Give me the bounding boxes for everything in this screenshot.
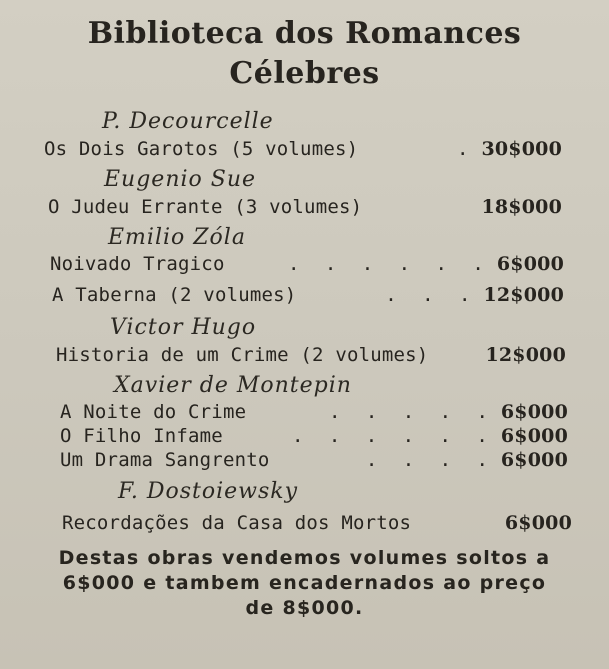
sales-note: [32, 546, 577, 621]
title-line-2: Célebres: [229, 56, 380, 91]
book-price: 6$000: [504, 512, 572, 534]
book-entry: [60, 400, 568, 424]
book-entry: [50, 252, 564, 276]
author-section: [32, 314, 577, 368]
book-entry: [48, 194, 562, 220]
page-title: [32, 14, 577, 94]
author-name: P. Decourcelle: [102, 109, 274, 134]
book-price: 18$000: [481, 196, 562, 218]
book-entry: [44, 136, 562, 162]
book-price: 6$000: [500, 449, 568, 471]
book-title: A Noite do Crime: [60, 401, 247, 423]
book-title: A Taberna (2 volumes): [52, 284, 297, 306]
author-name: Victor Hugo: [110, 315, 257, 340]
book-title: Noivado Tragico: [50, 253, 225, 275]
book-price: 6$000: [496, 253, 564, 275]
book-entry: [56, 342, 566, 368]
author-name: F. Dostoiewsky: [118, 479, 299, 504]
leader-dots: . . . . . .: [288, 253, 491, 275]
note-line-2: 6$000 e tambem encadernados ao preço: [62, 572, 547, 594]
book-title: O Judeu Errante (3 volumes): [48, 196, 363, 218]
author-section: [32, 372, 577, 472]
book-entry: [52, 282, 564, 308]
author-name: Emilio Zóla: [108, 225, 246, 250]
book-entry: [60, 448, 568, 472]
note-line-3: de 8$000.: [245, 597, 364, 619]
author-name: Eugenio Sue: [104, 167, 257, 192]
book-price: 6$000: [500, 425, 568, 447]
author-name: Xavier de Montepin: [114, 373, 352, 398]
book-price: 12$000: [485, 344, 566, 366]
book-price: 6$000: [500, 401, 568, 423]
book-entry: [60, 424, 568, 448]
book-title: Historia de um Crime (2 volumes): [56, 344, 429, 366]
book-title: Os Dois Garotos (5 volumes): [44, 138, 359, 160]
author-section: [32, 224, 577, 308]
book-price: 30$000: [481, 138, 562, 160]
leader-dots: . . . . . .: [292, 425, 495, 447]
author-section: [32, 166, 577, 220]
book-title: Recordações da Casa dos Mortos: [62, 512, 412, 534]
book-title: Um Drama Sangrento: [60, 449, 270, 471]
book-price: 12$000: [483, 284, 564, 306]
book-title: O Filho Infame: [60, 425, 223, 447]
note-line-1: Destas obras vendemos volumes soltos a: [58, 547, 551, 569]
leader-dots: .: [457, 138, 476, 160]
book-entry: [62, 510, 572, 536]
author-section: [32, 478, 577, 536]
leader-dots: . . . .: [365, 449, 495, 471]
leader-dots: . . . . .: [328, 401, 495, 423]
leader-dots: . . .: [385, 284, 478, 306]
author-section: [32, 108, 577, 162]
title-line-1: Biblioteca dos Romances: [87, 16, 522, 51]
